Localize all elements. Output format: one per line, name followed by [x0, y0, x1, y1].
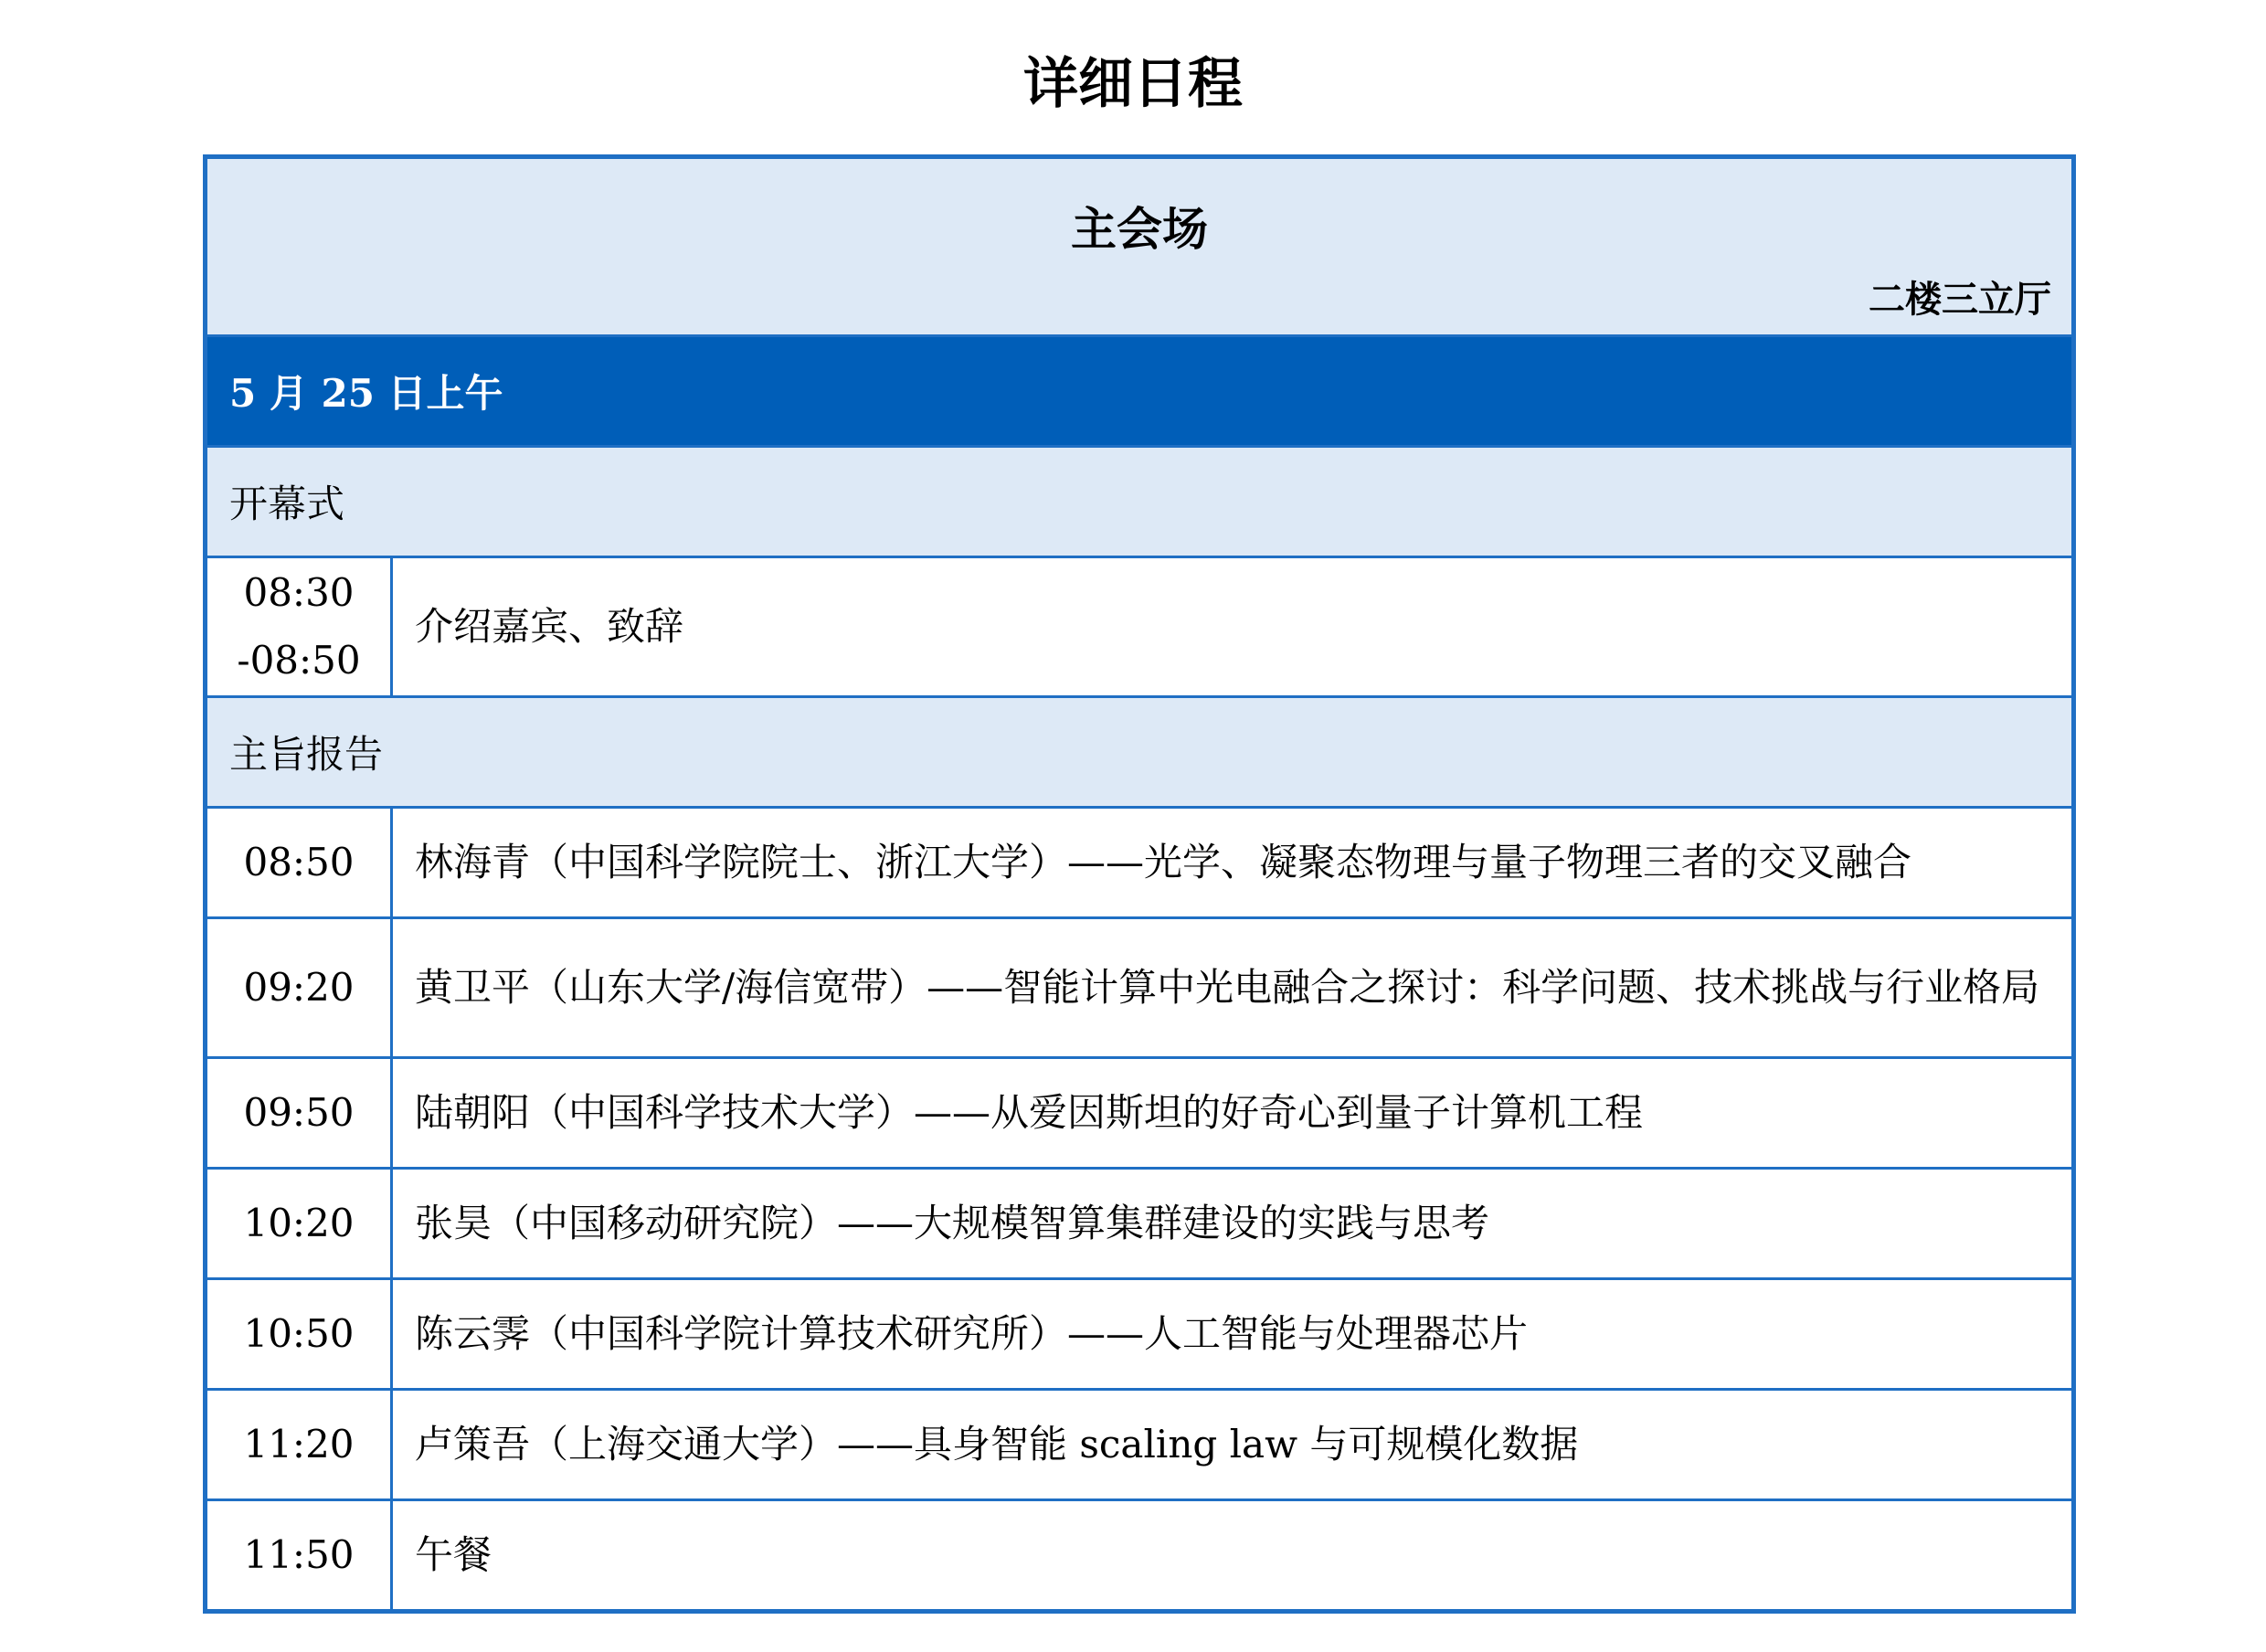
schedule-row — [207, 1280, 2071, 1391]
time-cell: 08:50 — [207, 809, 393, 916]
schedule-row — [207, 1501, 2071, 1609]
schedule-table — [203, 154, 2076, 1614]
time-cell: 09:20 — [207, 919, 393, 1056]
session-content: 黄卫平（山东大学/海信宽带）——智能计算中光电融合之探讨：科学问题、技术挑战与行业格局 — [415, 965, 2040, 1010]
venue-header — [207, 159, 2071, 337]
schedule-row — [207, 809, 2071, 919]
schedule-row — [207, 1170, 2071, 1280]
session-content: 介绍嘉宾、致辞 — [415, 604, 684, 649]
venue-room: 二楼三立厅 — [1869, 279, 2051, 321]
section-header-opening: 开幕式 — [207, 448, 2071, 558]
venue-title: 主会场 — [1071, 203, 1208, 256]
session-content: 午餐 — [415, 1532, 492, 1577]
time-cell: 10:50 — [207, 1280, 393, 1388]
session-content: 陈云霁（中国科学院计算技术研究所）——人工智能与处理器芯片 — [415, 1311, 1529, 1356]
time-end: -08:50 — [237, 638, 361, 683]
time-cell: 11:20 — [207, 1391, 393, 1498]
schedule-row — [207, 1391, 2071, 1501]
session-content: 卢策吾（上海交通大学）——具身智能 scaling law 与可规模化数据 — [415, 1422, 1579, 1467]
time-cell: 11:50 — [207, 1501, 393, 1609]
session-content: 张昊（中国移动研究院）——大规模智算集群建设的实践与思考 — [415, 1201, 1490, 1245]
day-header: 5 月 25 日上午 — [207, 337, 2071, 448]
time-start: 08:30 — [243, 570, 355, 615]
page-title: 详细日程 — [1023, 52, 1243, 116]
schedule-row — [207, 1059, 2071, 1170]
time-cell: 10:20 — [207, 1170, 393, 1277]
section-header-keynote: 主旨报告 — [207, 698, 2071, 809]
schedule-row — [207, 919, 2071, 1059]
session-content: 陆朝阳（中国科学技术大学）——从爱因斯坦的好奇心到量子计算机工程 — [415, 1090, 1644, 1135]
session-content: 林海青（中国科学院院士、浙江大学）——光学、凝聚态物理与量子物理三者的交叉融合 — [415, 840, 1912, 884]
time-cell: 09:50 — [207, 1059, 393, 1167]
schedule-row — [207, 558, 2071, 698]
time-cell — [207, 558, 393, 695]
